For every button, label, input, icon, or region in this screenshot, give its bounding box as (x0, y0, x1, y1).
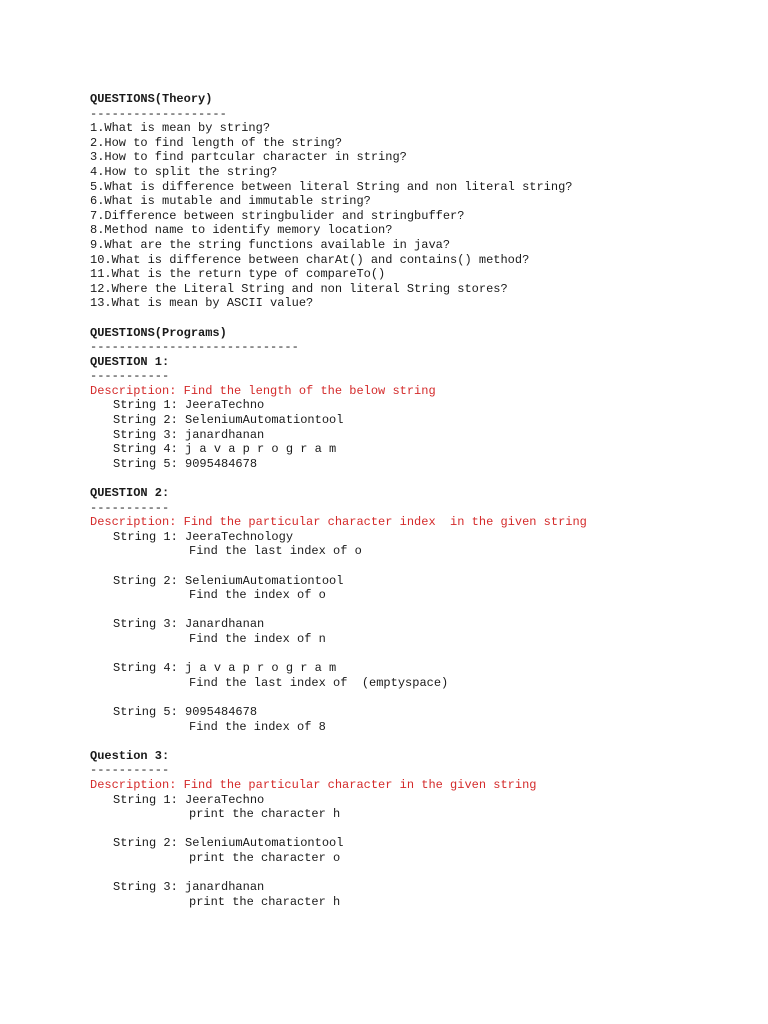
question-3-string: String 2: SeleniumAutomationtool (113, 836, 344, 851)
question-2-title: QUESTION 2: (90, 486, 170, 501)
question-1-string: String 3: janardhanan (113, 427, 265, 442)
question-3-task: print the character o (189, 850, 341, 865)
question-2-task: Find the index of n (189, 631, 326, 646)
question-1-description: Description: Find the length of the below string (90, 383, 436, 398)
theory-question: 10.What is difference between charAt() and contains() method? (90, 252, 530, 267)
question-3-block (90, 749, 730, 910)
question-2-string: String 3: Janardhanan (113, 617, 265, 632)
spacer (90, 471, 730, 486)
spacer (90, 690, 730, 705)
theory-question: 6.What is mutable and immutable string? (90, 194, 371, 209)
question-2-task: Find the index of 8 (189, 719, 326, 734)
question-2-task: Find the index of o (189, 588, 326, 603)
theory-question: 4.How to split the string? (90, 164, 278, 179)
question-3-string: String 3: janardhanan (113, 880, 265, 895)
theory-question: 3.How to find partcular character in string? (90, 150, 407, 165)
question-2-task: Find the last index of (emptyspace) (189, 675, 449, 690)
theory-question: 11.What is the return type of compareTo() (90, 267, 386, 282)
programs-rule: ----------------------------- (90, 340, 299, 355)
question-1-string: String 2: SeleniumAutomationtool (113, 413, 344, 428)
question-2-rule: ----------- (90, 500, 170, 515)
question-1-string: String 4: j a v a p r o g r a m (113, 442, 337, 457)
question-1-string: String 5: 9095484678 (113, 456, 258, 471)
question-3-description: Description: Find the particular character in the given string (90, 777, 537, 792)
theory-question: 1.What is mean by string? (90, 121, 271, 136)
theory-question: 13.What is mean by ASCII value? (90, 296, 314, 311)
question-3-task: print the character h (189, 894, 341, 909)
spacer (90, 734, 730, 749)
question-2-description: Description: Find the particular character index in the given string (90, 515, 587, 530)
theory-question-list (90, 121, 730, 311)
question-2-block (90, 486, 730, 734)
theory-question: 9.What are the string functions available in java? (90, 237, 451, 252)
spacer (90, 603, 730, 618)
question-3-title: Question 3: (90, 748, 170, 763)
question-2-task: Find the last index of o (189, 544, 362, 559)
question-2-string: String 1: JeeraTechnology (113, 529, 294, 544)
question-1-block (90, 355, 730, 472)
theory-question: 12.Where the Literal String and non literal String stores? (90, 281, 508, 296)
programs-heading: QUESTIONS(Programs) (90, 325, 227, 340)
spacer (90, 822, 730, 837)
question-3-task: print the character h (189, 807, 341, 822)
spacer (90, 647, 730, 662)
theory-heading: QUESTIONS(Theory) (90, 92, 213, 106)
question-3-rule: ----------- (90, 763, 170, 778)
question-2-string: String 2: SeleniumAutomationtool (113, 573, 344, 588)
theory-rule: ------------------- (90, 106, 227, 121)
question-2-string: String 4: j a v a p r o g r a m (113, 661, 337, 676)
spacer (90, 865, 730, 880)
question-1-string: String 1: JeeraTechno (113, 398, 265, 413)
question-1-title: QUESTION 1: (90, 354, 170, 369)
spacer (90, 559, 730, 574)
question-1-rule: ----------- (90, 369, 170, 384)
document-page (90, 92, 730, 909)
question-3-string: String 1: JeeraTechno (113, 792, 265, 807)
theory-question: 2.How to find length of the string? (90, 135, 343, 150)
theory-question: 7.Difference between stringbulider and stringbuffer? (90, 208, 465, 223)
theory-question: 5.What is difference between literal String and non literal string? (90, 179, 573, 194)
theory-question: 8.Method name to identify memory location? (90, 223, 393, 238)
spacer (90, 311, 730, 326)
question-2-string: String 5: 9095484678 (113, 704, 258, 719)
